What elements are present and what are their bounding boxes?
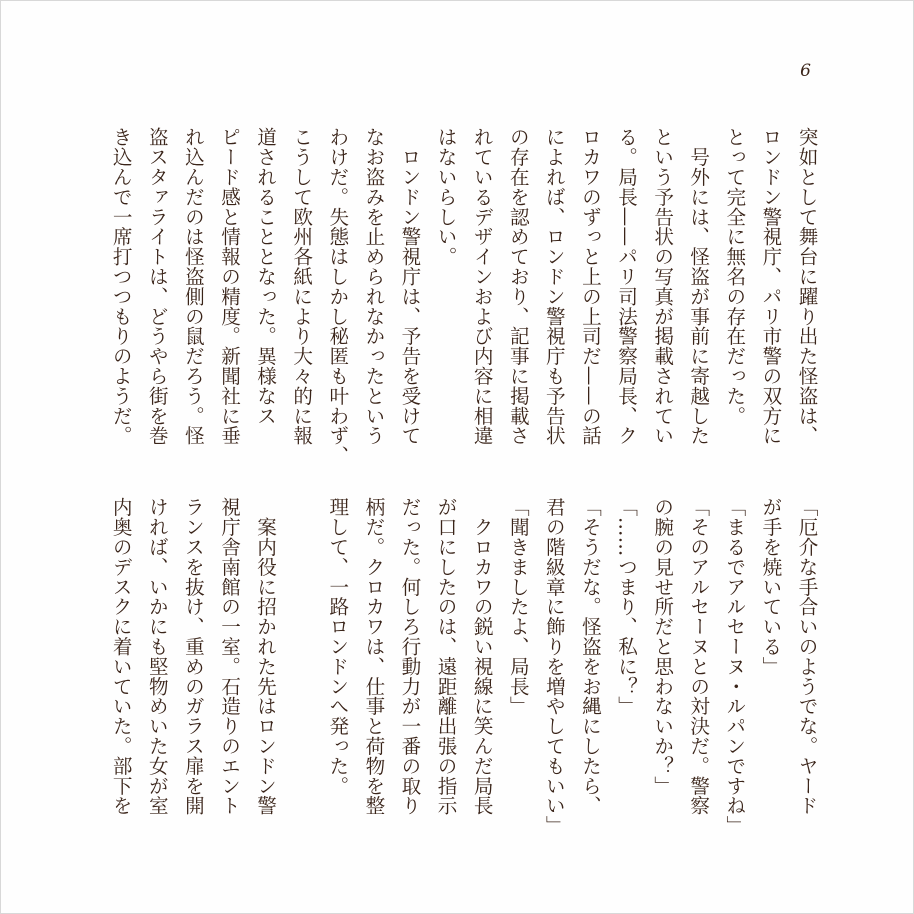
text-line: ければ、いかにも堅物めいた女が室 <box>145 497 169 816</box>
top-text-block <box>102 127 824 467</box>
text-line: によれば、ロンドン警視庁も予告状 <box>542 127 566 446</box>
text-line: 「……つまり、私に？」 <box>614 497 638 716</box>
text-line: なお盗みを止められなかったという <box>361 127 385 446</box>
text-line: 「そうだな。怪盗をお縄にしたら、 <box>578 497 602 816</box>
bottom-text-block <box>102 497 824 837</box>
text-line: 内奥のデスクに着いていた。部下を <box>109 497 133 816</box>
blank-line <box>283 497 319 837</box>
text-line: だった。何しろ行動力が一番の取り <box>397 497 421 816</box>
text-line: 「聞きましたよ、局長」 <box>506 497 530 716</box>
text-line: き込んで一席打つつもりのようだ。 <box>109 127 133 446</box>
text-line: ピード感と情報の精度。新聞社に垂 <box>217 127 241 446</box>
text-line: ロンドン警視庁は、予告を受けて <box>397 127 421 446</box>
text-line: わけだ。失態はしかし秘匿も叶わず、 <box>325 127 349 466</box>
text-line: ロンドン警視庁、パリ市警の双方に <box>758 127 782 446</box>
text-line: 号外には、怪盗が事前に寄越した <box>686 127 710 446</box>
text-line: という予告状の写真が掲載されてい <box>650 127 674 446</box>
text-line: 「厄介な手合いのようでな。ヤード <box>795 497 818 816</box>
text-line: はないらしい。 <box>434 127 458 267</box>
text-line: 突如として舞台に躍り出た怪盗は、 <box>795 127 818 446</box>
text-line: 「まるでアルセーヌ・ルパンですね」 <box>722 497 746 836</box>
text-line: が手を焼いている」 <box>758 497 782 677</box>
text-line: ロカワのずっと上の上司だ——の話 <box>578 127 602 446</box>
text-line: 理して、一路ロンドンへ発った。 <box>325 497 349 796</box>
page-number: 6 <box>800 61 811 81</box>
text-line: の腕の見せ所だと思わないか？」 <box>650 497 674 796</box>
text-line: 盗スタァライトは、どうやら街を巻 <box>145 127 169 446</box>
text-line: れているデザインおよび内容に相違 <box>470 127 494 446</box>
text-line: る。局長——パリ司法警察局長、ク <box>614 127 638 446</box>
text-line: 道されることとなった。異様なス <box>253 127 277 426</box>
text-line: の存在を認めており、記事に掲載さ <box>506 127 530 446</box>
text-line: 「そのアルセーヌとの対決だ。警察 <box>686 497 710 816</box>
text-line: 君の階級章に飾りを増やしてもいい」 <box>542 497 566 836</box>
text-line: 案内役に招かれた先はロンドン警 <box>253 497 277 816</box>
text-line: クロカワの鋭い視線に笑んだ局長 <box>470 497 494 816</box>
text-line: とって完全に無名の存在だった。 <box>722 127 746 426</box>
text-line: 視庁舎南館の一室。石造りのエント <box>217 497 241 816</box>
text-line: が口にしたのは、遠距離出張の指示 <box>434 497 458 816</box>
text-line: ランスを抜け、重めのガラス扉を開 <box>181 497 205 816</box>
text-line: 柄だ。クロカワは、仕事と荷物を整 <box>361 497 385 816</box>
text-line: れ込んだのは怪盗側の鼠だろう。怪 <box>181 127 205 446</box>
text-line: こうして欧州各紙により大々的に報 <box>289 127 313 446</box>
